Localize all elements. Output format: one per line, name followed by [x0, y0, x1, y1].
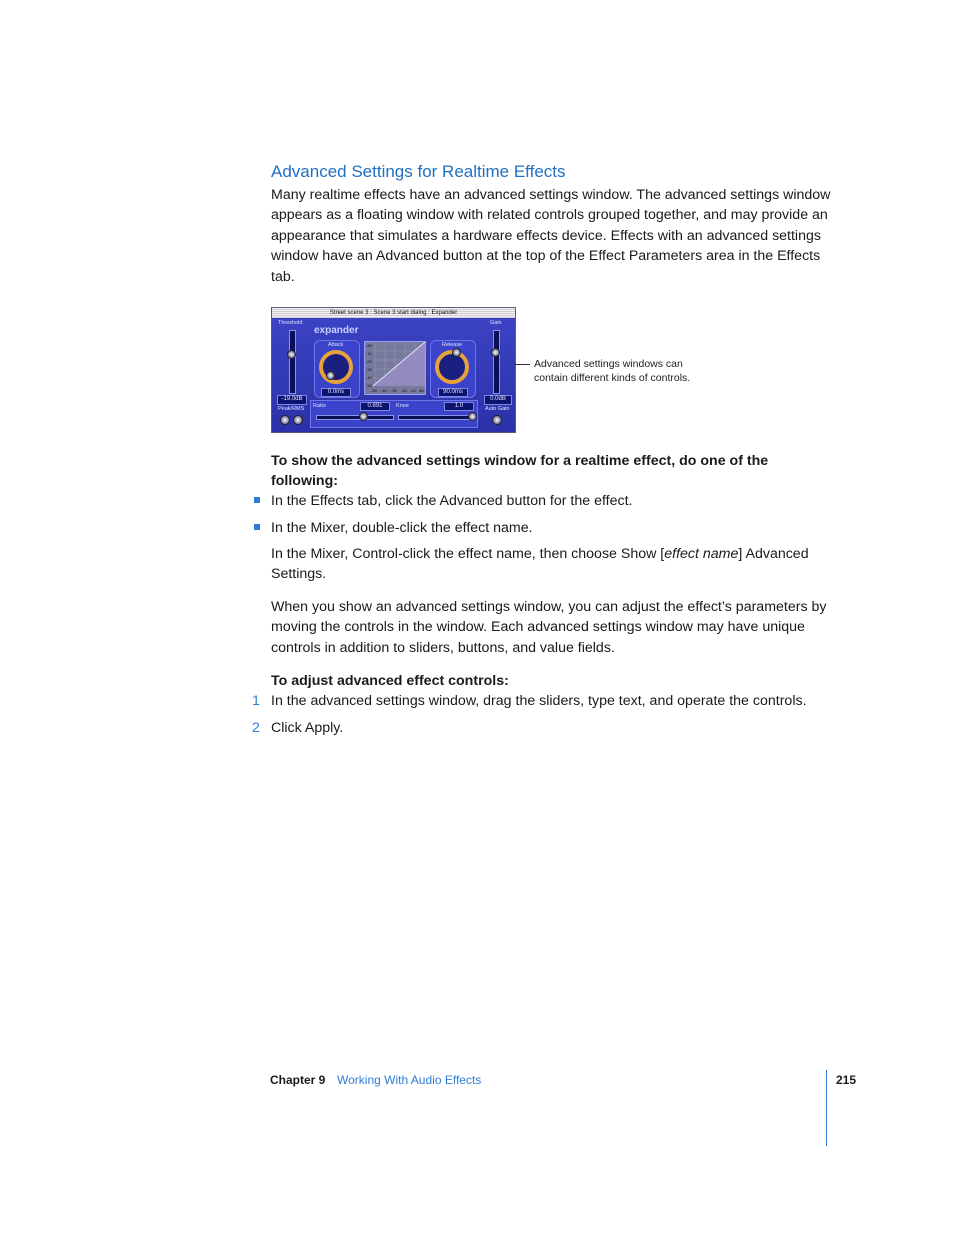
extra-text-pre: In the Mixer, Control-click the effect name, then choose Show [: [271, 546, 665, 562]
graph-x-label-5: dB: [419, 388, 424, 393]
ratio-slider[interactable]: [316, 415, 394, 420]
peak-button[interactable]: [280, 415, 290, 425]
bullet-marker: [254, 497, 260, 503]
transfer-curve-graph: [364, 341, 426, 395]
threshold-label: Threshold: [278, 320, 303, 326]
threshold-slider[interactable]: [289, 330, 296, 394]
page-number: 215: [836, 1073, 857, 1087]
extra-option-paragraph: [271, 544, 831, 585]
graph-x-label-1: -40: [381, 388, 387, 393]
expander-plugin-window: [271, 307, 516, 433]
graph-x-label-4: -10: [410, 388, 416, 393]
paragraph-adjust: When you show an advanced settings window, you can adjust the effect’s parameters by moving the controls in the window. Each advanced settings window may have unique controls in addition to sliders, buttons, and value fields.: [271, 599, 827, 656]
auto-gain-label: Auto Gain: [485, 406, 510, 412]
list-item: In the Mixer, double-click the effect name.: [271, 520, 533, 536]
figure-callout: Advanced settings windows can contain different kinds of controls.: [534, 358, 691, 384]
extra-text-italic: effect name: [664, 546, 739, 562]
release-value-field[interactable]: 90.0ms: [438, 388, 468, 397]
footer-chapter-title: Working With Audio Effects: [337, 1073, 482, 1087]
ratio-label: Ratio: [313, 403, 326, 409]
gain-slider[interactable]: [493, 330, 500, 394]
graph-db-label-0: dB: [367, 343, 372, 348]
knee-slider[interactable]: [398, 415, 476, 420]
gain-slider-thumb[interactable]: [491, 348, 500, 357]
release-knob-handle[interactable]: [452, 348, 461, 357]
attack-knob-handle[interactable]: [326, 371, 335, 380]
extra-text-post: ] Advanced Settings.: [271, 546, 809, 583]
threshold-slider-thumb[interactable]: [287, 350, 296, 359]
graph-db-label-1: -10: [366, 351, 372, 356]
graph-x-label-3: -20: [401, 388, 407, 393]
plugin-window-title: Street scene 3 : Scene 3 start dialog : Expander: [329, 310, 458, 316]
knee-slider-thumb[interactable]: [468, 412, 477, 421]
graph-x-label-2: -30: [391, 388, 397, 393]
step-text: In the advanced settings window, drag the sliders, type text, and operate the controls.: [271, 693, 807, 709]
ratio-value-field[interactable]: 0.891: [360, 402, 390, 411]
knee-value-field[interactable]: 1.0: [444, 402, 474, 411]
threshold-value-field[interactable]: -19.0dB: [277, 395, 307, 405]
task-title-show-settings: To show the advanced settings window for a realtime effect, do one of the following:: [271, 453, 769, 490]
graph-db-label-5: -50: [366, 383, 372, 388]
graph-db-label-2: -20: [366, 359, 372, 364]
list-item: In the Effects tab, click the Advanced button for the effect.: [271, 493, 633, 509]
step-text: Click Apply.: [271, 720, 344, 736]
graph-db-label-4: -40: [366, 375, 372, 380]
gain-label: Gain: [490, 320, 502, 326]
knee-label: Knee: [396, 403, 409, 409]
plugin-name: expander: [314, 325, 359, 336]
footer-divider: [826, 1070, 827, 1146]
release-label: Release: [442, 342, 463, 348]
attack-knob[interactable]: [319, 350, 353, 384]
graph-db-label-3: -30: [366, 367, 372, 372]
plugin-titlebar[interactable]: [272, 308, 515, 318]
peak-rms-label: Peak/RMS: [278, 406, 305, 412]
step-number: 1: [252, 693, 260, 709]
callout-leader-line: [514, 364, 530, 365]
task-title-adjust-controls: To adjust advanced effect controls:: [271, 673, 509, 689]
attack-label: Attack: [328, 342, 344, 348]
footer-chapter: Chapter 9: [270, 1073, 326, 1087]
gain-value-field[interactable]: 0.0dB: [484, 395, 512, 405]
auto-gain-button[interactable]: [492, 415, 502, 425]
graph-x-label-0: -50: [371, 388, 377, 393]
attack-value-field[interactable]: 0.0ms: [321, 388, 351, 397]
section-heading: Advanced Settings for Realtime Effects: [271, 162, 566, 181]
rms-button[interactable]: [293, 415, 303, 425]
bullet-marker: [254, 524, 260, 530]
step-number: 2: [252, 720, 260, 736]
ratio-slider-thumb[interactable]: [359, 412, 368, 421]
intro-paragraph: Many realtime effects have an advanced settings window. The advanced settings window appears as a floating window with related controls grouped together, and may provide an appearance that simulates a hardware effects device. Effects with an advanced settings window have an Advanced button at the top of the Effect Parameters area in the Effects tab.: [271, 187, 831, 285]
